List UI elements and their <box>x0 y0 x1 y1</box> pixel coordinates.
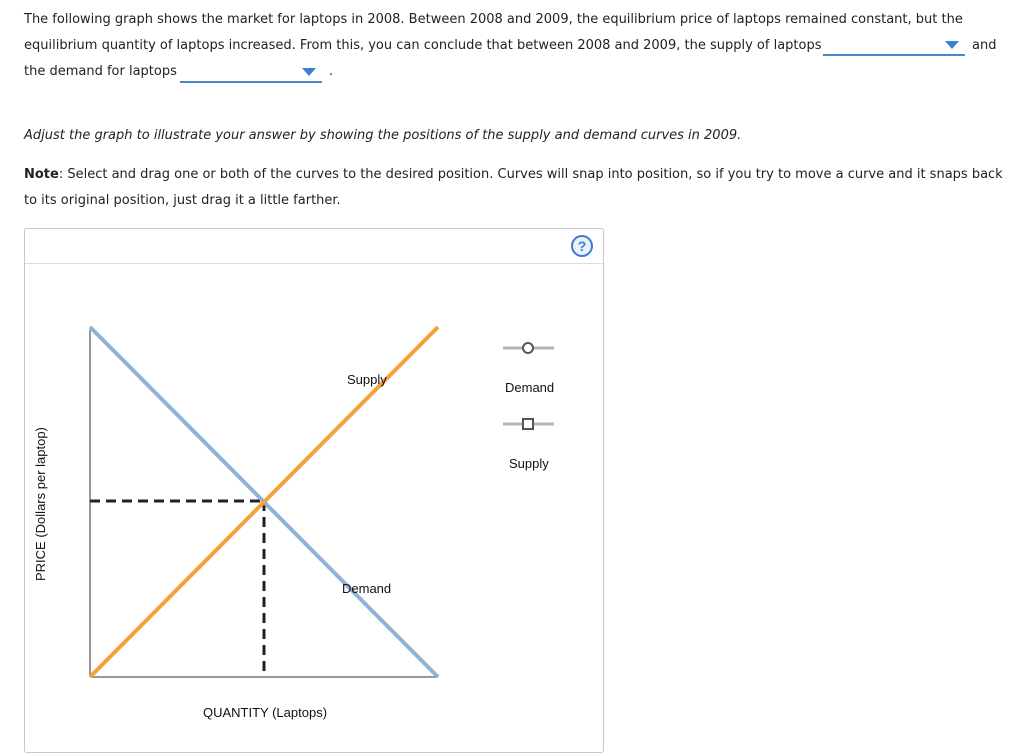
question-line-2: equilibrium quantity of laptops increased. From this, you can conclude that between 2008 and 2009, the supply of laptops <box>24 38 822 53</box>
question-line-3: the demand for laptops <box>24 64 177 79</box>
note-label: Note <box>24 167 59 182</box>
x-axis-label: QUANTITY (Laptops) <box>203 705 328 720</box>
demand-tool-circle-icon <box>523 343 533 353</box>
legend-demand-label: Demand <box>505 380 555 395</box>
note-line-2: to its original position, just drag it a little farther. <box>24 193 341 208</box>
supply-tool-square-icon <box>523 419 533 429</box>
supply-curve-label: Supply <box>347 372 387 387</box>
y-axis-label: PRICE (Dollars per laptop) <box>33 427 48 581</box>
legend-demand-tool[interactable] <box>503 343 554 353</box>
question-period: . <box>329 64 334 79</box>
help-icon[interactable]: ? <box>571 235 593 257</box>
question-line-1: The following graph shows the market for laptops in 2008. Between 2008 and 2009, the equilibrium price of laptops remained constant, but the <box>24 12 963 27</box>
adjust-instruction: Adjust the graph to illustrate your answer by showing the positions of the supply and demand curves in 2009. <box>24 128 742 143</box>
note-text: : Select and drag one or both of the curves to the desired position. Curves will snap into position, so if you try to move a curve and it snaps back <box>58 167 1003 182</box>
demand-curve-label: Demand <box>342 581 392 596</box>
legend-supply-label: Supply <box>509 456 549 471</box>
question-and: and <box>972 38 997 53</box>
legend-supply-tool[interactable] <box>503 419 554 429</box>
